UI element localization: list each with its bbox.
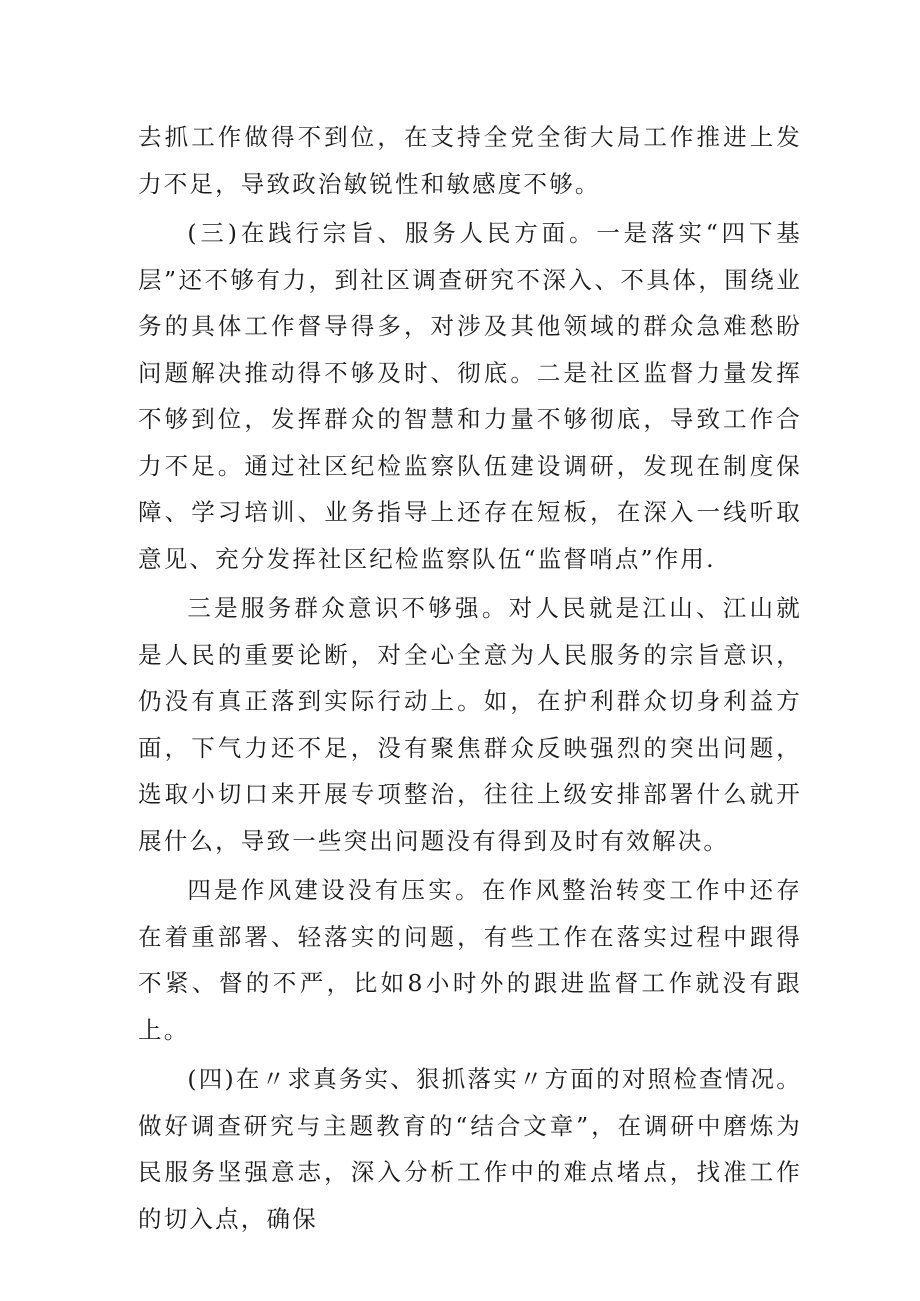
paragraph-4: 四是作风建设没有压实。在作风整治转变工作中还存在着重部署、轻落实的问题，有些工作在落实过程中跟得不紧、督的不严，比如8小时外的跟进监督工作就没有跟上。	[138, 876, 802, 1044]
paragraph-5: (四)在〃求真务实、狠抓落实〃方面的对照检查情况。做好调查研究与主题教育的“结合文章”，在调研中磨炼为民服务坚强意志，深入分析工作中的难点堵点，找准工作的切入点，确保	[138, 1065, 802, 1233]
paragraph-3: 三是服务群众意识不够强。对人民就是江山、江山就是人民的重要论断，对全心全意为人民服务的宗旨意识，仍没有真正落到实际行动上。如，在护利群众切身利益方面，下气力还不足，没有聚焦群众反映强烈的突出问题，选取小切口来开展专项整治，往往上级安排部署什么就开展什么，导致一些突出问题没有得到及时有效解决。	[138, 594, 802, 855]
paragraph-2: (三)在践行宗旨、服务人民方面。一是落实“四下基层”还不够有力，到社区调查研究不深入、不具体，围绕业务的具体工作督导得多，对涉及其他领域的群众急难愁盼问题解决推动得不够及时、彻底。二是社区监督力量发挥不够到位，发挥群众的智慧和力量不够彻底，导致工作合力不足。通过社区纪检监察队伍建设调研，发现在制度保障、学习培训、业务指导上还存在短板，在深入一线听取意见、充分发挥社区纪检监察队伍“监督哨点”作用.	[138, 219, 802, 573]
document-body	[138, 114, 802, 1242]
paragraph-1: 去抓工作做得不到位，在支持全党全街大局工作推进上发力不足，导致政治敏锐性和敏感度不够。	[138, 123, 802, 198]
